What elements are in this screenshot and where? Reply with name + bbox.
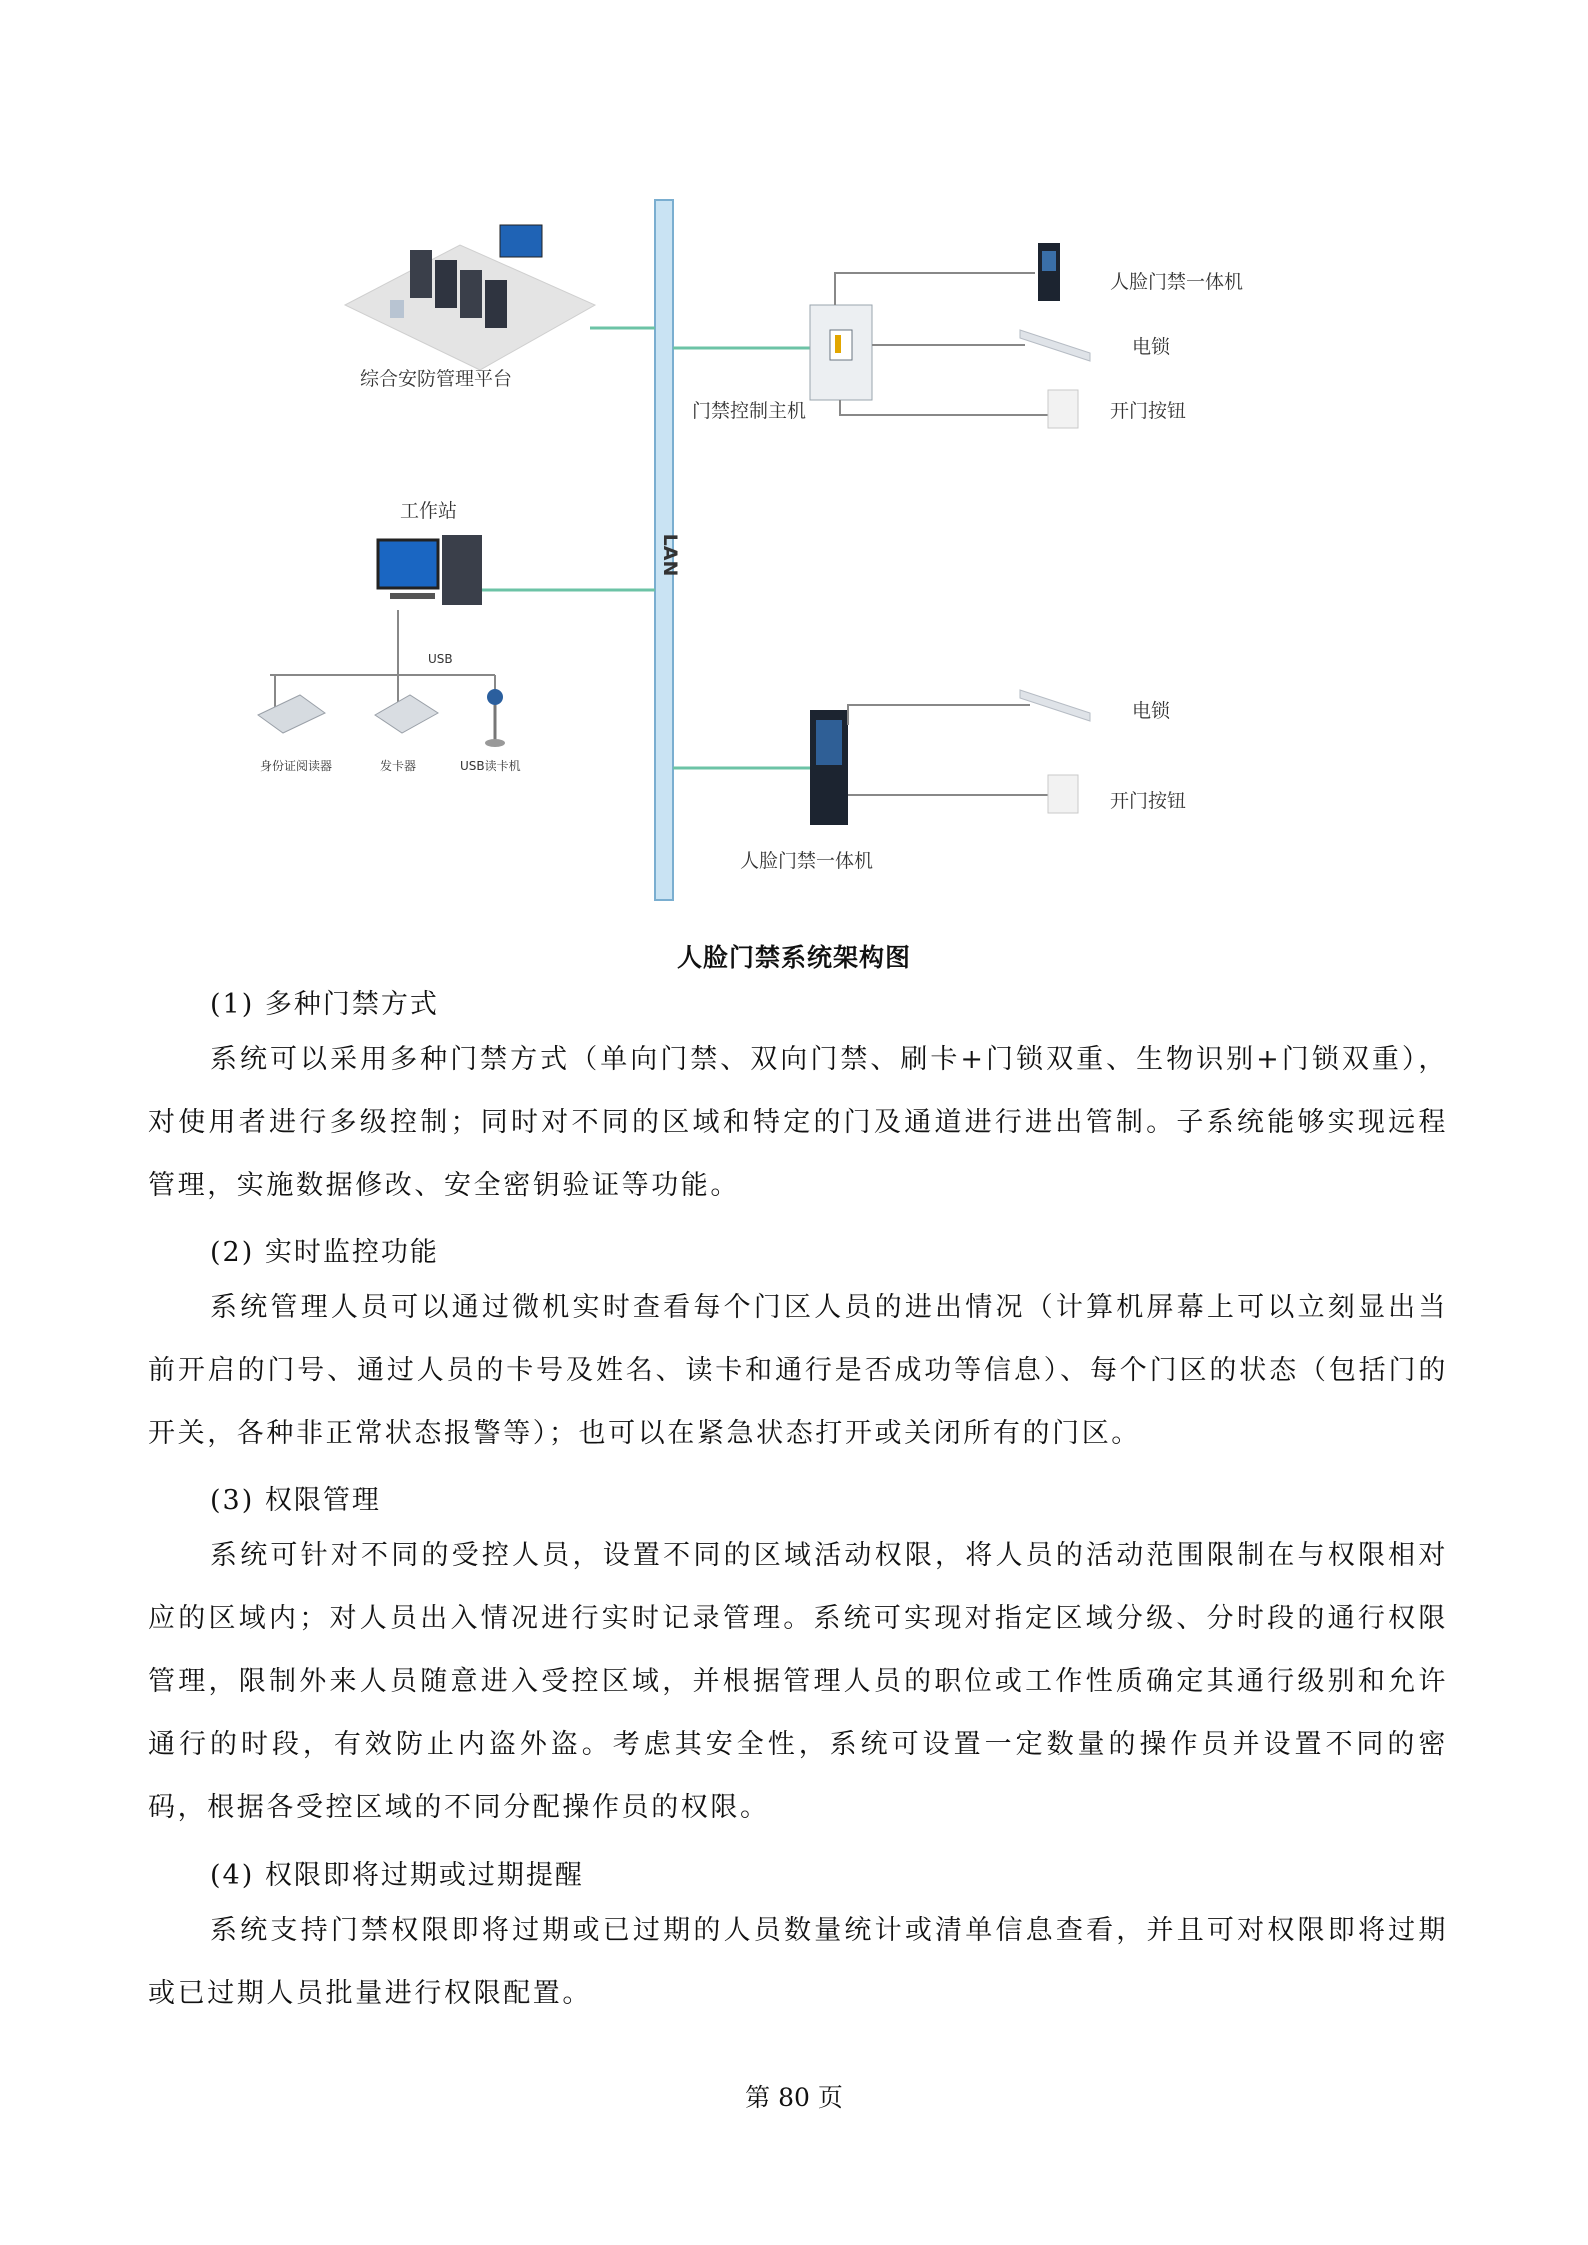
id-reader-icon <box>258 695 325 733</box>
lan-label: LAN <box>659 533 681 577</box>
bottom-device-1-label: 电锁 <box>1132 700 1171 722</box>
section-3-body: 系统可针对不同的受控人员，设置不同的区域活动权限，将人员的活动范围限制在与权限相对应的区域内；对人员出入情况进行实时记录管理。系统可实现对指定区域分级、分时段的通行权限管理，限制外来人员随意进入受控区域，并根据管理人员的职位或工作性质确定其通行级别和允许通行的时段，有效防止内盗外盗。考虑其安全性，系统可设置一定数量的操作员并设置不同的密码，根据各受控区域的不同分配操作员的权限。 <box>148 1540 1448 1823</box>
section-4-body: 系统支持门禁权限即将过期或已过期的人员数量统计或清单信息查看，并且可对权限即将过期或已过期人员批量进行权限配置。 <box>148 1915 1448 2009</box>
top-device-2-label: 电锁 <box>1132 336 1171 358</box>
section-1-heading: (1) 多种门禁方式 <box>210 989 439 1020</box>
bottom-device-2-label: 开门按钮 <box>1110 790 1187 812</box>
usb-label: USB <box>428 652 453 666</box>
electric-lock-bottom-icon <box>1020 690 1090 721</box>
terminal-label: 人脸门禁一体机 <box>740 850 874 872</box>
page-number: 第 80 页 <box>745 2083 843 2112</box>
controller-label: 门禁控制主机 <box>692 400 807 422</box>
door-controller-icon <box>810 305 872 400</box>
platform-icon <box>345 225 595 370</box>
exit-button-icon <box>1048 390 1078 428</box>
top-device-3-label: 开门按钮 <box>1110 400 1187 422</box>
usb-reader-icon <box>485 689 505 747</box>
top-device-1-label: 人脸门禁一体机 <box>1110 271 1244 293</box>
peripheral-2-label: 发卡器 <box>380 759 417 773</box>
card-issuer-icon <box>375 695 438 733</box>
section-3-heading: (3) 权限管理 <box>210 1485 381 1516</box>
section-2-heading: (2) 实时监控功能 <box>210 1237 439 1268</box>
peripheral-3-label: USB读卡机 <box>460 759 521 773</box>
electric-lock-icon <box>1020 330 1090 361</box>
workstation-icon <box>378 535 482 605</box>
section-2-body: 系统管理人员可以通过微机实时查看每个门区人员的进出情况（计算机屏幕上可以立刻显出当前开启的门号、通过人员的卡号及姓名、读卡和通行是否成功等信息）、每个门区的状态（包括门的开关，各种非正常状态报警等）；也可以在紧急状态打开或关闭所有的门区。 <box>148 1292 1448 1449</box>
workstation-label: 工作站 <box>400 500 458 522</box>
face-terminal-bottom-icon <box>810 710 848 825</box>
figure-caption: 人脸门禁系统架构图 <box>676 943 911 972</box>
section-1-body: 系统可以采用多种门禁方式（单向门禁、双向门禁、刷卡+门锁双重、生物识别+门锁双重），对使用者进行多级控制；同时对不同的区域和特定的门及通道进行进出管制。子系统能够实现远程管理，实施数据修改、安全密钥验证等功能。 <box>148 1044 1448 1201</box>
section-4-heading: (4) 权限即将过期或过期提醒 <box>210 1860 584 1891</box>
peripheral-1-label: 身份证阅读器 <box>260 759 333 773</box>
platform-label: 综合安防管理平台 <box>360 368 513 390</box>
architecture-diagram <box>260 185 1280 925</box>
exit-button-bottom-icon <box>1048 775 1078 813</box>
